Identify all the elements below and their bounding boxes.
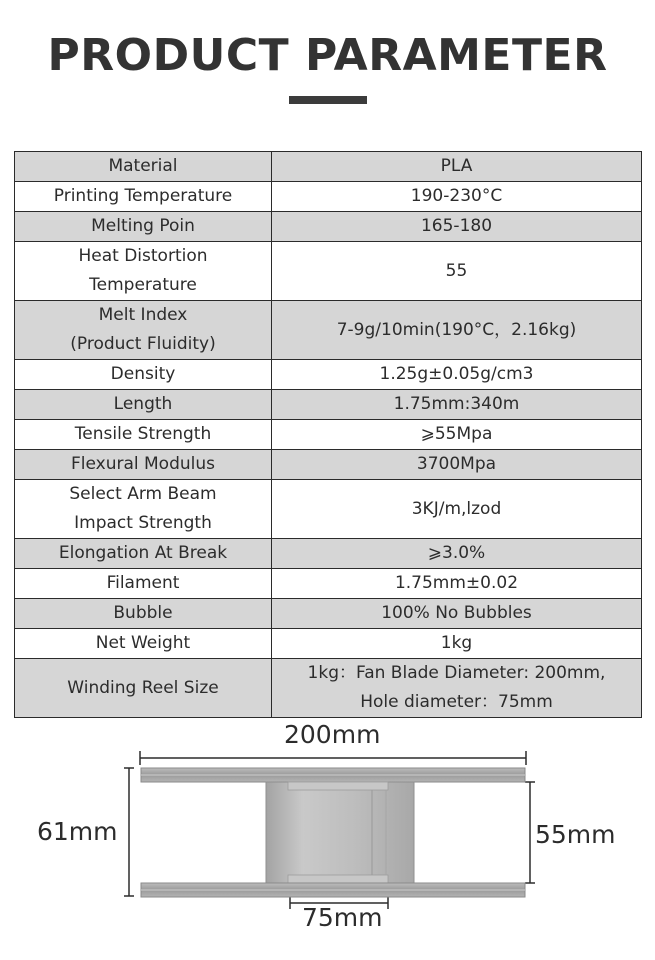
hole-label: 75mm xyxy=(302,903,383,932)
parameter-label: Heat Distortion Temperature xyxy=(15,242,272,301)
parameter-label: Winding Reel Size xyxy=(15,659,272,718)
table-row xyxy=(15,569,642,599)
parameter-label: Length xyxy=(15,390,272,420)
parameter-value: 1.25g±0.05g/cm3 xyxy=(272,360,642,390)
parameter-value: 1.75mm:340m xyxy=(272,390,642,420)
width-dimension xyxy=(140,751,526,765)
parameter-value: 1.75mm±0.02 xyxy=(272,569,642,599)
parameter-value: 1kg：Fan Blade Diameter: 200mm, Hole diameter：75mm xyxy=(272,659,642,718)
table-row xyxy=(15,629,642,659)
spool-hub xyxy=(266,782,414,883)
parameter-label: Select Arm Beam Impact Strength xyxy=(15,480,272,539)
parameter-value: 55 xyxy=(272,242,642,301)
table-row xyxy=(15,420,642,450)
parameter-label: Elongation At Break xyxy=(15,539,272,569)
table-row xyxy=(15,212,642,242)
table-row xyxy=(15,152,642,182)
parameter-label: Tensile Strength xyxy=(15,420,272,450)
parameter-label: Density xyxy=(15,360,272,390)
parameter-label: Net Weight xyxy=(15,629,272,659)
parameter-value: PLA xyxy=(272,152,642,182)
parameter-value: 1kg xyxy=(272,629,642,659)
parameter-label: Material xyxy=(15,152,272,182)
table-row xyxy=(15,301,642,360)
table-row xyxy=(15,182,642,212)
parameter-label: Melting Poin xyxy=(15,212,272,242)
parameter-value: ⩾3.0% xyxy=(272,539,642,569)
table-row xyxy=(15,599,642,629)
table-row xyxy=(15,390,642,420)
inner-height-label: 55mm xyxy=(535,820,616,849)
top-flange xyxy=(141,768,525,782)
bottom-flange xyxy=(141,883,525,897)
parameter-value: 100% No Bubbles xyxy=(272,599,642,629)
parameter-value: 3700Mpa xyxy=(272,450,642,480)
table-row xyxy=(15,480,642,539)
parameter-label: Bubble xyxy=(15,599,272,629)
parameter-value: ⩾55Mpa xyxy=(272,420,642,450)
parameter-label: Filament xyxy=(15,569,272,599)
table-row xyxy=(15,450,642,480)
page-title: PRODUCT PARAMETER xyxy=(47,30,608,81)
parameter-value: 3KJ/m,lzod xyxy=(272,480,642,539)
width-label: 200mm xyxy=(284,720,381,749)
parameter-table xyxy=(14,151,642,718)
spool-diagram xyxy=(0,700,655,960)
parameter-value: 165-180 xyxy=(272,212,642,242)
table-row xyxy=(15,242,642,301)
height-label: 61mm xyxy=(37,817,118,846)
height-dimension xyxy=(124,768,134,896)
table-row xyxy=(15,539,642,569)
table-row xyxy=(15,360,642,390)
parameter-label: Printing Temperature xyxy=(15,182,272,212)
parameter-label: Flexural Modulus xyxy=(15,450,272,480)
inner-height-dimension xyxy=(525,782,535,883)
parameter-value: 7-9g/10min(190°C，2.16kg) xyxy=(272,301,642,360)
parameter-label: Melt Index (Product Fluidity) xyxy=(15,301,272,360)
title-underline xyxy=(289,96,367,104)
parameter-value: 190-230°C xyxy=(272,182,642,212)
